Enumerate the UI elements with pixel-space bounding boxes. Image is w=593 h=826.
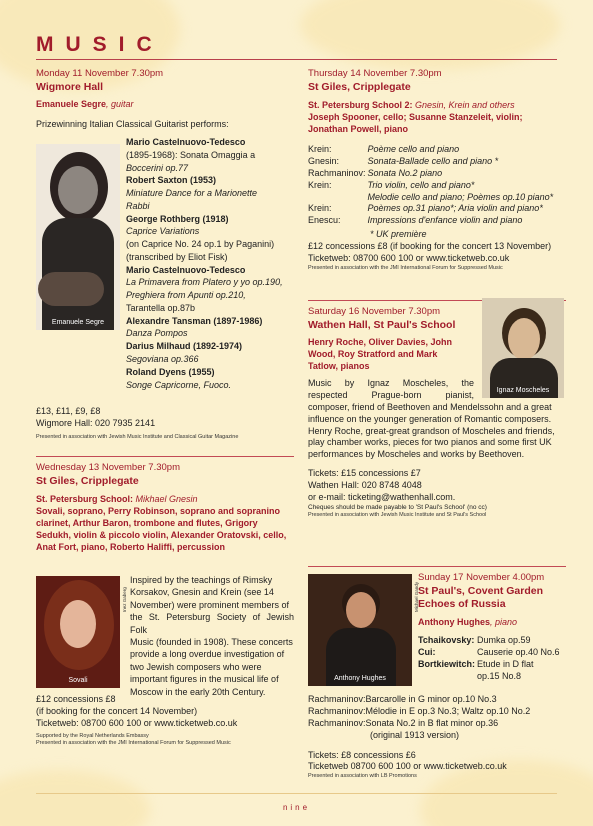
photo-credit: Michael Gandy [414,581,419,612]
program-line: Miniature Dance for a Marionette [126,188,258,199]
performer-instrument: , guitar [106,99,134,110]
event-venue: St Giles, Cripplegate [36,474,139,487]
footer-rule [36,793,557,794]
desc-line: Music by Ignaz Moscheles, the [308,378,474,389]
desc-line: play chamber works, pieces for two pianos and some first UK [308,437,552,448]
event-subtitle: Echoes of Russia [418,598,506,611]
program-line: (original 1913 version) [370,729,460,740]
desc-line: Music (founded in 1908). These concerts [130,637,293,648]
program-row [308,203,555,215]
work: op.15 No.8 [477,670,522,681]
program-row [308,144,555,156]
performer-name: Anthony Hughes [418,617,490,628]
work: Causerie op.40 No.6 [477,647,560,657]
ticket-info [308,750,566,781]
partner-note: Presented in association with Jewish Music Institute and St Paul's School [308,512,487,519]
composer: Enescu: [308,215,341,226]
program-line: Mario Castelnuovo-Tedesco [126,264,246,275]
ensemble-name: St. Petersburg School: [36,494,136,505]
event-venue: St Paul's, Covent Garden [418,584,544,597]
partner-note: Presented in association with the JMI International Forum for Suppressed Music [36,740,231,747]
event-stgiles-thursday [308,68,566,272]
program-line: Darius Milhaud (1892-1974) [126,341,243,352]
ensemble-line [308,100,566,112]
box-office-phone: Wathen Hall: 020 8748 4048 [308,480,422,491]
booking-note: (if booking for the concert 14 November) [36,705,198,716]
program-line: George Rothberg (1918) [126,213,229,224]
composer: Krein: [308,203,332,214]
performers-line: Henry Roche, Oliver Davies, John [308,337,453,348]
program-line: Caprice Variations [126,226,200,237]
ensemble-extra: Mikhael Gnesin [135,494,198,505]
event-performer [36,99,294,111]
performers-line: Sovali, soprano, Perry Robinson, soprano and sopranino [36,506,281,517]
desc-line: influence on the younger generation of Romantic composers. [308,413,552,424]
ticketweb-line: Ticketweb: 08700 600 100 or www.ticketweb.co.uk [36,717,238,728]
work: Trio violin, cello and piano* [367,179,475,190]
performers-line: Anat Fort, piano, Roberto Haliffi, percussion [36,541,226,552]
program-row [308,215,555,227]
event-header [418,572,568,683]
event-date: Monday 11 November 7.30pm [36,68,164,79]
photo-emanuele-segre [36,144,120,330]
composer [308,192,368,204]
program-line: La Primavera from Platero y yo op.190, [126,277,283,288]
program-row [308,168,555,180]
desc-line: Inspired by the teachings of Rimsky [130,575,273,585]
event-performer [418,617,568,629]
program-line: Alexandre Tansman (1897-1986) [126,315,263,326]
ticketweb-line: Ticketweb 08700 600 100 or www.ticketweb.co.uk [308,761,507,772]
desc-short [308,378,474,402]
program-row [418,635,562,647]
program-row [308,156,555,168]
program-table [418,635,562,683]
program-row [418,647,562,659]
desc-line: Henry Roche, great-great grandson of Moscheles and friends, [308,425,555,436]
photo-caption: Emanuele Segre [51,318,105,326]
performers-block [308,337,476,373]
performer-instrument: , piano [490,617,518,628]
composer: Rachmaninov: [308,167,366,178]
program-line: (transcribed by Eliot Fisk) [126,251,228,262]
ticket-prices: £12 concessions £8 (if booking for the concert 13 November) [308,241,552,252]
performers-line: Sedukh, violin & piccolo violin, Alexander Oratovski, cello, [36,530,287,541]
ensemble-name: St. Petersburg School 2: [308,100,416,111]
work: Melodie cello and piano; Poèmes op.10 piano* [367,191,554,202]
partner-note: Presented in association with the JMI International Forum for Suppressed Music [308,264,503,271]
ticket-prices: Tickets: £8 concessions £6 [308,749,416,760]
portrait-face [346,592,376,628]
page-title: MUSIC [36,33,164,56]
event-date: Sunday 17 November 4.00pm [418,572,545,583]
work: Impressions d'enfance violin and piano [367,215,523,226]
composer: Bortkiewitch: [418,658,476,669]
composer: Krein: [308,144,332,155]
photo-ignaz-moscheles [482,298,564,398]
photo-anthony-hughes [308,574,412,686]
ensemble-line [36,494,294,506]
program-line: Danza Pompos [126,328,188,339]
desc-line: November) were prominent members of [130,599,290,610]
title-rule [36,59,557,60]
event-description [308,402,566,461]
event-description [130,574,294,698]
photo-caption: Ignaz Moscheles [496,386,550,394]
program-line: (1895-1968): Sonata Omaggia a [126,149,256,160]
portrait-guitar [38,272,104,306]
performers-line: Jonathan Powell, piano [308,124,409,135]
desc-line: important figures in the musical life of [130,674,279,685]
premiere-note: * UK première [370,229,427,240]
program-line: Songe Capricorne, Fuoco. [126,379,232,390]
ticketweb-line: Ticketweb: 08700 600 100 or www.ticketweb.co.uk [308,252,510,263]
photo-caption: Anthony Hughes [334,674,386,682]
program-bottom [308,694,566,781]
program-line: Robert Saxton (1953) [126,175,217,186]
cheques-note: Cheques should be made payable to 'St Paul's School' (no cc) [308,503,487,511]
box-office-email: or e-mail: ticketing@wathenhall.com. [308,491,456,502]
program-row [418,671,562,683]
event-venue: St Giles, Cripplegate [308,80,411,93]
photo-sovali [36,576,120,688]
event-venue: Wigmore Hall [36,80,103,93]
work: Sonata No.2 piano [367,167,443,178]
program-row [308,180,555,192]
event-divider [36,456,294,457]
ticket-prices: £12 concessions £8 [36,694,116,704]
performers-line: Tatlow, pianos [308,361,370,372]
program-line: Rachmaninov:Sonata No.2 in B flat minor op.36 [308,717,499,728]
composer: Gnesin: [308,155,340,166]
event-wathen-hall [308,306,566,520]
program-line: Segoviana op.366 [126,354,199,365]
photo-credit: Inez Gaberg [122,587,127,612]
program-row [418,659,562,671]
program-line: Rachmaninov:Barcarolle in G minor op.10 No.3 [308,694,497,704]
event-intro: Prizewinning Italian Classical Guitarist performs: [36,119,229,130]
desc-line: Korsakov, Gnesin and Krein (see 14 [130,587,274,598]
portrait-face [508,318,540,360]
program-line: Boccerini op.77 [126,162,189,173]
event-wigmore [36,68,294,440]
partner-note: Presented in association with LB Promotions [308,773,417,780]
event-date: Saturday 16 November 7.30pm [308,306,441,317]
page-number: nine [282,803,311,813]
ticket-info [36,694,294,748]
composer [418,671,477,683]
program-line: Rabbi [126,200,150,211]
performer-name: Emanuele Segre [36,99,107,110]
background-texture [0,770,150,826]
performers-line: Joseph Spooner, cello; Susanne Stanzeleit, violin; [308,112,523,123]
program-list [126,136,296,391]
composer: Cui: [418,647,436,657]
ensemble-extra: Gnesin, Krein and others [415,100,515,111]
ticket-prices: Tickets: £15 concessions £7 [308,468,421,479]
work: Etude in D flat [477,658,534,669]
desc-line: composer, friend of Beethoven and Mendelssohn and a great [308,401,552,412]
desc-line: performances by Moscheles and works by Beethoven. [308,449,525,460]
event-stgiles-wednesday [36,462,294,747]
desc-line: Moscow in the early 20th Century. [130,686,266,697]
partner-note: Presented in association with Jewish Music Institute and Classical Guitar Magazine [36,433,239,440]
performers-line: Wood, Roy Stratford and Mark [308,349,438,360]
portrait-face [60,600,96,648]
program-line: Mario Castelnuovo-Tedesco [126,137,246,147]
program-table [308,144,555,227]
performers-line: clarinet, Arthur Baron, trombone and flutes, Grigory [36,518,258,529]
desc-line: the St. Petersburg Society of Jewish Folk [130,612,294,635]
ticket-prices: £13, £11, £9, £8 [36,406,101,416]
program-line: Rachmaninov:Mélodie in E op.3 No.3; Waltz op.10 No.2 [308,705,531,716]
work: Poème cello and piano [367,144,460,155]
partner-note: Supported by the Royal Netherlands Embassy [36,732,149,739]
desc-line: provide a long overdue investigation of [130,649,285,660]
event-venue: Wathen Hall, St Paul's School [308,318,456,331]
event-date: Thursday 14 November 7.30pm [308,68,442,79]
ticket-info [308,468,566,520]
box-office-phone: Wigmore Hall: 020 7935 2141 [36,417,156,428]
program-line: Preghiera from Apunti op.210, [126,290,246,301]
desc-line: two Jewish composers who were [130,661,262,672]
event-date: Wednesday 13 November 7.30pm [36,462,180,473]
program-row [308,192,555,204]
photo-caption: Sovali [68,676,88,684]
program-line: Roland Dyens (1955) [126,366,215,377]
portrait-face [58,166,98,214]
desc-line: respected Prague-born pianist, [308,389,474,400]
program-line: (on Caprice No. 24 op.1 by Paganini) [126,239,275,250]
work: Poèmes op.31 piano*; Aria violin and piano* [367,203,543,214]
event-divider [308,566,566,567]
composer: Krein: [308,179,332,190]
work: Sonata-Ballade cello and piano * [367,155,499,166]
composer: Tchaikovsky: [418,635,475,646]
ticket-info [36,406,294,441]
work: Dumka op.59 [477,635,531,646]
program-line: Tarantella op.87b [126,302,196,313]
